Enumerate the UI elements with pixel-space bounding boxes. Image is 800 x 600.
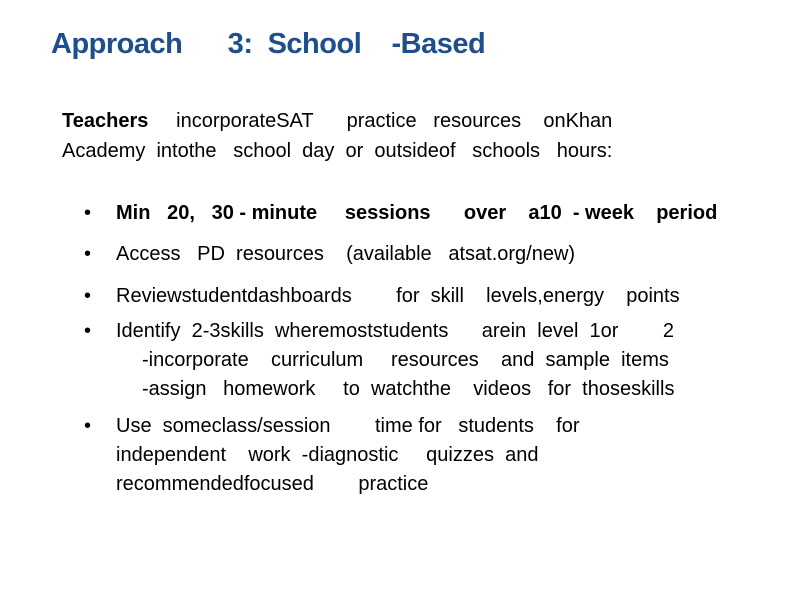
bullet-subline: -assign homework to watchthe videos for thoseskills bbox=[142, 378, 675, 400]
bullet-icon: • bbox=[84, 415, 92, 437]
bullet-line: recommendedfocused practice bbox=[116, 473, 429, 495]
intro-line-2: Academy intothe school day or outsideof schools hours: bbox=[62, 140, 613, 162]
intro-line-1 bbox=[62, 106, 742, 136]
bullet-line: Identify 2-3skills wheremoststudents arein level 1or 2 bbox=[116, 320, 675, 342]
bullet-line: Access PD resources (available atsat.org/new) bbox=[116, 243, 576, 265]
bullet-list bbox=[84, 199, 764, 499]
bullet-icon: • bbox=[84, 285, 92, 307]
bullet-icon: • bbox=[84, 320, 92, 342]
intro-lead: Teachers bbox=[62, 110, 149, 132]
bullet-line: independent work -diagnostic quizzes and bbox=[116, 444, 539, 466]
bullet-item bbox=[84, 412, 764, 499]
bullet-line: Use someclass/session time for students for bbox=[116, 415, 580, 437]
slide-title: Approach 3: School -Based bbox=[51, 28, 486, 60]
bullet-item bbox=[84, 282, 764, 311]
bullet-item bbox=[84, 317, 764, 404]
bullet-item bbox=[84, 199, 764, 228]
bullet-item bbox=[84, 240, 764, 269]
bullet-icon: • bbox=[84, 202, 92, 224]
bullet-icon: • bbox=[84, 243, 92, 265]
intro-paragraph bbox=[62, 106, 742, 166]
intro-line-1-rest: incorporateSAT practice resources onKhan bbox=[148, 110, 613, 132]
bullet-line: Min 20, 30 - minute sessions over a10 - week period bbox=[116, 202, 718, 224]
bullet-subline: -incorporate curriculum resources and sample items bbox=[142, 349, 669, 371]
bullet-line: Reviewstudentdashboards for skill levels,energy points bbox=[116, 285, 680, 307]
